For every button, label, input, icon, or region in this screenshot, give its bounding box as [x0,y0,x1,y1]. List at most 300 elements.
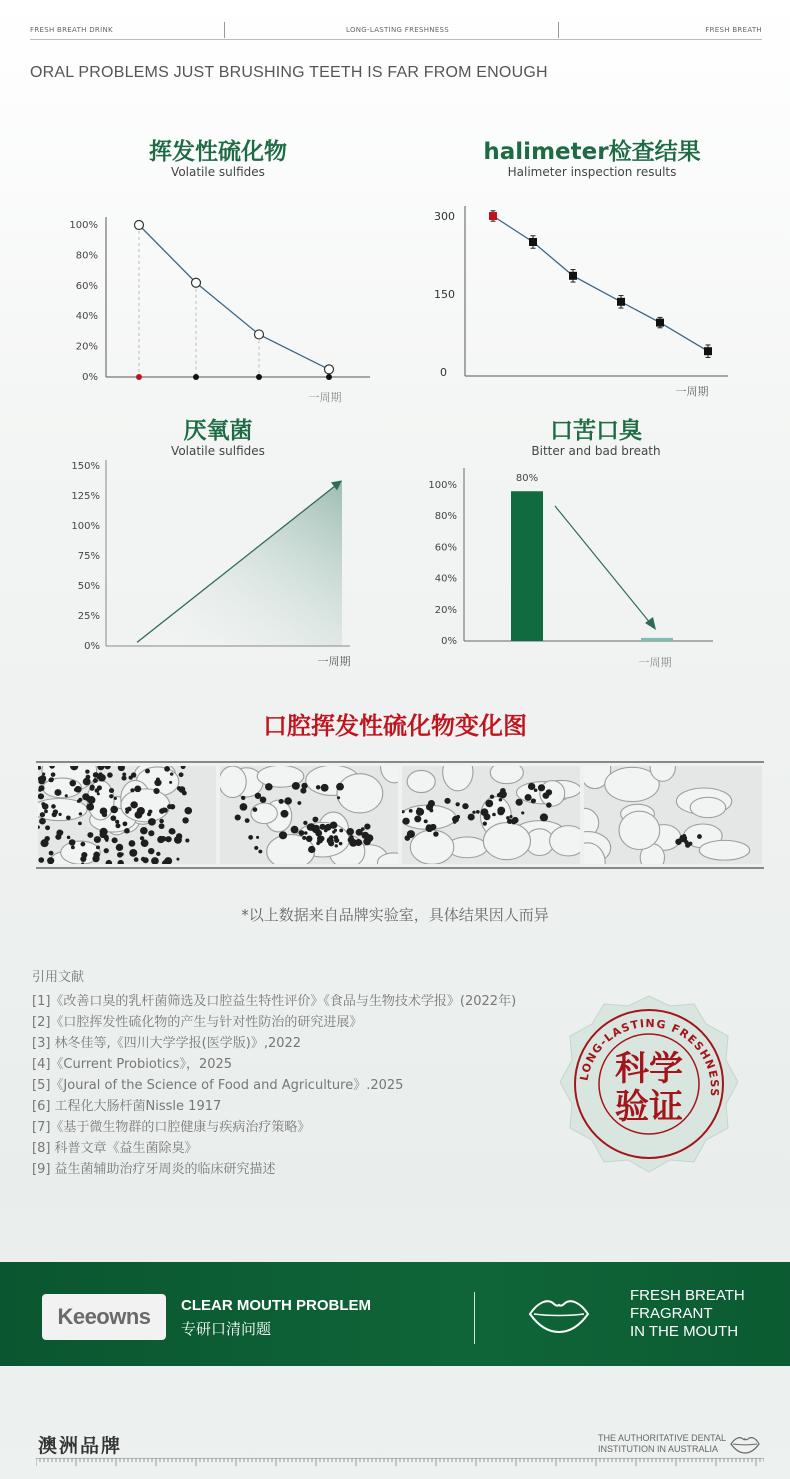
data-label: 80% [515,473,539,485]
bacteria-particle [240,803,248,811]
bacteria-particle [248,835,253,840]
bacteria-particle [67,836,71,839]
bacteria-particle [69,780,76,786]
bacteria-particle [96,845,100,849]
bacteria-particle [140,827,148,834]
reference-item: [1]《改善口臭的乳杆菌筛选及口腔益生特性评价》《食品与生物技术学报》(2022年) [32,994,517,1009]
bacteria-particle [38,793,44,799]
top-bar [30,22,762,40]
bacteria-particle [112,837,118,843]
bacteria-particle [185,839,189,843]
bacteria-particle [258,850,262,854]
bacteria-particle [363,838,371,845]
headline: ORAL PROBLEMS JUST BRUSHING TEETH IS FAR FROM ENOUGH [30,64,548,81]
bacteria-particle [245,818,250,823]
lips-icon [730,1434,760,1454]
bacteria-particle [53,809,58,814]
bacteria-particle [90,786,95,790]
cell-wall [699,840,749,860]
bacteria-particle [148,809,152,813]
chart-subtitle: Bitter and bad breath [531,444,661,458]
y-tick-label: 100% [69,220,98,231]
bacteria-particle [534,788,538,791]
y-tick-label: 25% [77,611,100,622]
topbar-right-text: FRESH BREATH [705,26,762,34]
seal-ring-text: LONG-LASTING FRESHNESS [577,1016,722,1098]
bacteria-particle [497,807,505,815]
bacteria-particle [333,835,338,840]
bacteria-particle [110,806,118,813]
y-tick-label: 300 [434,210,455,223]
bacteria-particle [94,836,101,843]
anaerobic-bacteria-area-chart [70,456,390,676]
bacteria-particle [176,858,179,861]
bacteria-particle [279,799,284,804]
bar [641,638,673,641]
bacteria-particle [153,788,159,794]
reference-item: [9] 益生菌辅助治疗牙周炎的临床研究描述 [32,1162,276,1177]
bacteria-particle [304,831,308,835]
chart-title: 口苦口臭 [550,418,642,444]
reference-item: [5]《Joural of the Science of Food and Agriculture》.2025 [32,1078,404,1093]
bacteria-particle [66,815,71,820]
bacteria-particle [85,769,89,773]
bacteria-particle [169,828,176,835]
bacteria-particle [79,812,82,815]
bacteria-particle [316,785,321,789]
bacteria-particle [122,821,127,826]
bacteria-particle [157,836,164,843]
cell-wall [490,766,523,784]
reference-item: [6] 工程化大肠杆菌Nissle 1917 [32,1099,222,1114]
authority-line: INSTITUTION IN AUSTRALIA [598,1444,719,1454]
topbar-left-text: FRESH BREATH DRINK [30,26,113,34]
bacteria-particle [109,788,114,793]
bacteria-particle [93,852,100,858]
bacteria-particle [130,788,134,792]
reference-item: [8] 科普文章《益生菌除臭》 [32,1141,198,1156]
divider [474,1292,475,1344]
data-point [569,272,577,280]
bacteria-particle [137,807,145,815]
bacteria-particle [476,810,480,814]
axis-dot [256,374,262,380]
bacteria-particle [329,835,333,839]
bacteria-particle [416,808,424,816]
bacteria-particle [332,830,335,833]
bacteria-particle [114,797,117,800]
bacteria-particle [402,818,409,825]
bacteria-particle [74,788,78,792]
bacteria-particle [321,784,329,792]
cell-wall [483,823,530,860]
bacteria-particle [179,786,186,793]
reference-item: [2]《口腔挥发性硫化物的产生与针对性防治的研究进展》 [32,1015,363,1030]
fresh-breath-slogan [630,1287,745,1341]
references-list [32,966,516,1180]
y-tick-label: 20% [75,341,98,353]
bacteria-particle [38,776,43,781]
bacteria-particle [174,836,182,844]
bacteria-particle [330,822,338,829]
axis-dot [193,374,199,380]
bacteria-particle [110,815,116,821]
bacteria-particle [93,778,98,783]
y-tick-label: 100% [428,480,457,491]
bacteria-particle [49,851,54,856]
bacteria-particle [169,781,172,784]
bacteria-particle [253,807,258,812]
bacteria-particle [697,834,702,839]
bacteria-particle [336,783,344,791]
bacteria-particle [179,772,184,777]
series-line [139,225,329,369]
bacteria-particle [98,772,102,776]
bacteria-particle [424,819,428,823]
bacteria-particle [80,842,85,847]
chart-subtitle: Volatile sulfides [171,444,265,458]
bacteria-particle [97,792,100,795]
bacteria-particle [235,815,241,821]
bacteria-particle [499,798,503,801]
bacteria-particle [122,772,126,776]
bacteria-particle [291,826,299,834]
bacteria-particle [44,809,48,813]
data-point [617,298,625,306]
bacteria-particle [41,802,45,806]
ruler-decoration [36,1458,764,1466]
scientific-verification-seal [560,994,738,1184]
bacteria-particle [280,810,288,818]
chart-subtitle: Volatile sulfides [171,165,265,179]
y-tick-label: 50% [77,581,100,592]
y-tick-label: 60% [75,280,98,292]
bacteria-particle [141,857,146,861]
y-tick-label: 150 [434,288,455,301]
bacteria-particle [134,785,141,792]
bacteria-particle [485,800,493,808]
bar [511,491,543,641]
x-axis-label: 一周期 [638,656,672,669]
bacteria-particle [483,822,487,826]
bacteria-particle [78,798,82,802]
x-axis-label: 一周期 [317,655,351,668]
reference-item: [4]《Current Probiotics》，2025 [32,1057,233,1072]
bacteria-particle [124,828,130,833]
bacteria-particle [148,830,154,836]
bacteria-particle [297,801,301,805]
data-point [489,212,497,220]
bacteria-particle [51,778,54,781]
volatile-sulfides-line-chart [70,210,390,410]
bacteria-particle [78,822,82,826]
bacteria-particle [116,844,123,851]
bacteria-particle [688,842,692,846]
bacteria-particle [317,835,323,841]
slogan-line: FRAGRANT [630,1305,713,1322]
bacteria-particle [100,831,107,838]
bacteria-particle [39,785,45,791]
y-tick-label: 40% [75,311,98,323]
brand-origin: 澳洲品牌 [38,1435,123,1457]
y-tick-label: 0% [84,641,100,652]
bacteria-particle [490,795,494,799]
band-subtitle: 专研口清问题 [181,1320,272,1338]
y-tick-label: 125% [71,491,100,502]
bacteria-particle [453,820,456,823]
cell-wall [121,789,170,822]
reference-item: [3] 林冬佳等,《四川大学学报(医学版)》,2022 [32,1036,302,1051]
cell-wall [251,803,277,824]
bacteria-particle [349,835,353,839]
bacteria-particle [279,831,287,839]
slogan-line: IN THE MOUTH [630,1323,739,1340]
data-point [192,278,201,287]
slogan-line: FRESH BREATH [630,1287,745,1304]
bacteria-particle [164,766,170,772]
cell-wall [220,766,246,798]
bacteria-particle [80,856,86,862]
bacteria-particle [141,839,149,847]
y-tick-label: 60% [434,542,457,554]
bacteria-particle [335,844,338,847]
micrograph-image [402,766,580,864]
bacteria-particle [265,783,273,790]
bacteria-particle [300,788,306,794]
bacteria-particle [107,772,113,777]
bacteria-particle [528,783,535,790]
bacteria-particle [51,804,56,809]
bacteria-particle [355,839,362,846]
bacteria-particle [316,841,320,845]
bacteria-particle [409,809,413,813]
brand-band [0,1262,790,1366]
bacteria-particle [256,836,259,839]
bacteria-particle [521,811,524,814]
bacteria-particle [426,804,433,811]
bacteria-particle [407,830,415,838]
micrograph-image [38,766,216,864]
data-point [135,221,144,230]
bacteria-particle [312,817,318,823]
seal-line-2: 验证 [615,1087,683,1127]
bacteria-particle [499,790,507,798]
bacteria-particle [308,846,315,853]
chart-title: 厌氧菌 [183,418,253,444]
bacteria-particle [184,807,192,814]
brand-logo: Keeowns [42,1294,166,1340]
bacteria-particle [546,802,552,807]
x-axis-label: 一周期 [308,391,342,404]
bacteria-particle [462,803,468,809]
bacteria-particle [93,772,99,778]
micrograph-strip [36,761,764,869]
bacteria-particle [531,798,536,803]
section-title: 口腔挥发性硫化物变化图 [263,712,527,740]
data-point [656,319,664,327]
micrograph-image [220,766,398,864]
y-tick-label: 150% [71,461,100,472]
bacteria-particle [427,824,430,827]
band-title: CLEAR MOUTH PROBLEM [181,1297,371,1314]
bacteria-particle [339,842,343,845]
reference-item: [7]《基于微生物群的口腔健康与疾病治疗策略》 [32,1120,311,1135]
bacteria-particle [100,807,108,814]
bacteria-particle [339,829,343,833]
bacteria-particle [480,808,488,816]
bacteria-particle [82,793,89,800]
divider [224,22,225,38]
bacteria-particle [40,812,45,817]
y-tick-label: 40% [434,573,457,585]
bacteria-particle [346,828,354,835]
bacteria-particle [47,857,54,864]
bacteria-particle [170,772,173,775]
bacteria-particle [120,852,124,855]
bacteria-particle [313,825,319,831]
data-point [255,330,264,339]
bacteria-particle [51,772,56,776]
lips-icon [528,1294,590,1334]
disclaimer-note: *以上数据来自品牌实验室，具体结果因人而异 [241,906,549,924]
bacteria-particle [303,821,307,825]
bacteria-particle [69,839,76,845]
bacteria-particle [129,840,136,847]
data-point [325,365,334,374]
data-point [704,347,712,355]
y-tick-label: 20% [434,604,457,616]
data-point [529,238,537,246]
bacteria-particle [145,769,150,774]
bacteria-particle [299,830,305,836]
bacteria-particle [260,796,267,802]
bacteria-particle [104,848,109,853]
bacteria-particle [40,839,48,847]
bacteria-particle [182,817,188,823]
bacteria-particle [509,815,512,818]
bacteria-particle [492,813,496,817]
bacteria-particle [516,799,523,806]
bacteria-particle [254,846,258,850]
bacteria-particle [364,823,370,829]
bacteria-particle [543,792,550,799]
x-axis-label: 一周期 [675,385,709,398]
series-line [493,216,708,351]
cell-wall [550,826,580,856]
y-tick-label: 80% [434,511,457,523]
bacteria-particle [159,823,165,829]
bacteria-particle [154,779,161,786]
bacteria-particle [65,794,68,797]
bacteria-particle [540,813,548,821]
axis-dot [136,374,142,380]
bacteria-particle [159,819,164,823]
y-tick-label: 100% [71,521,100,532]
axis-dot [326,374,332,380]
bacteria-particle [328,841,334,847]
bacteria-particle [444,798,450,804]
bacteria-particle [472,811,475,814]
bacteria-particle [56,830,63,837]
y-tick-label: 0 [440,366,447,379]
chart-title: 挥发性硫化物 [149,139,287,165]
bacteria-particle [309,823,313,827]
area-fill [107,480,342,646]
bacteria-particle [284,797,292,804]
chart-title: halimeter检查结果 [483,139,701,165]
bacteria-particle [512,817,519,823]
bacteria-particle [129,776,133,780]
bacteria-particle [156,852,160,856]
bacteria-particle [71,845,75,849]
bacteria-particle [255,793,261,799]
bacteria-particle [414,815,421,822]
bacteria-particle [121,776,126,781]
bacteria-particle [58,813,61,816]
micrograph-image [584,766,762,864]
cell-wall [410,830,454,864]
cell-wall [619,811,660,849]
bacteria-particle [337,796,340,799]
bacteria-particle [148,848,154,854]
topbar-center-text: LONG-LASTING FRESHNESS [346,26,450,34]
bacteria-particle [134,857,139,862]
bacteria-particle [159,808,165,814]
bacteria-particle [115,820,119,824]
bacteria-particle [86,803,94,810]
bacteria-particle [538,784,545,791]
bacteria-particle [130,801,137,808]
bacteria-particle [241,796,245,800]
bacteria-particle [525,794,532,801]
divider [558,22,559,38]
seal-line-1: 科学 [615,1049,683,1089]
bacteria-particle [302,836,306,840]
bacteria-particle [292,782,300,790]
cell-wall [337,774,383,813]
bacteria-particle [54,789,61,796]
chart-subtitle: Halimeter inspection results [507,165,677,179]
y-tick-label: 75% [77,551,100,562]
bacteria-particle [167,804,172,809]
authority-line: THE AUTHORITATIVE DENTAL [598,1433,727,1443]
cell-wall [407,770,435,792]
authority-text [598,1433,726,1455]
bacteria-particle [127,807,132,812]
bacteria-particle [361,832,368,839]
bacteria-particle [306,837,312,842]
bacteria-particle [87,832,93,838]
y-tick-label: 0% [441,636,457,647]
bacteria-particle [506,816,510,820]
y-tick-label: 0% [82,372,98,383]
bacteria-particle [86,775,91,780]
bacteria-particle [165,836,171,842]
bacteria-particle [39,818,46,825]
bacteria-particle [45,825,50,830]
bacteria-particle [38,857,44,863]
bacteria-particle [148,818,156,826]
cell-wall [690,797,726,817]
bacteria-particle [433,831,438,836]
bacteria-particle [468,814,475,821]
bacteria-particle [301,783,307,789]
bacteria-particle [129,849,137,857]
bacteria-particle [115,823,120,828]
y-tick-label: 80% [75,250,98,262]
bacteria-particle [675,839,682,845]
references-title: 引用文献 [32,970,85,985]
